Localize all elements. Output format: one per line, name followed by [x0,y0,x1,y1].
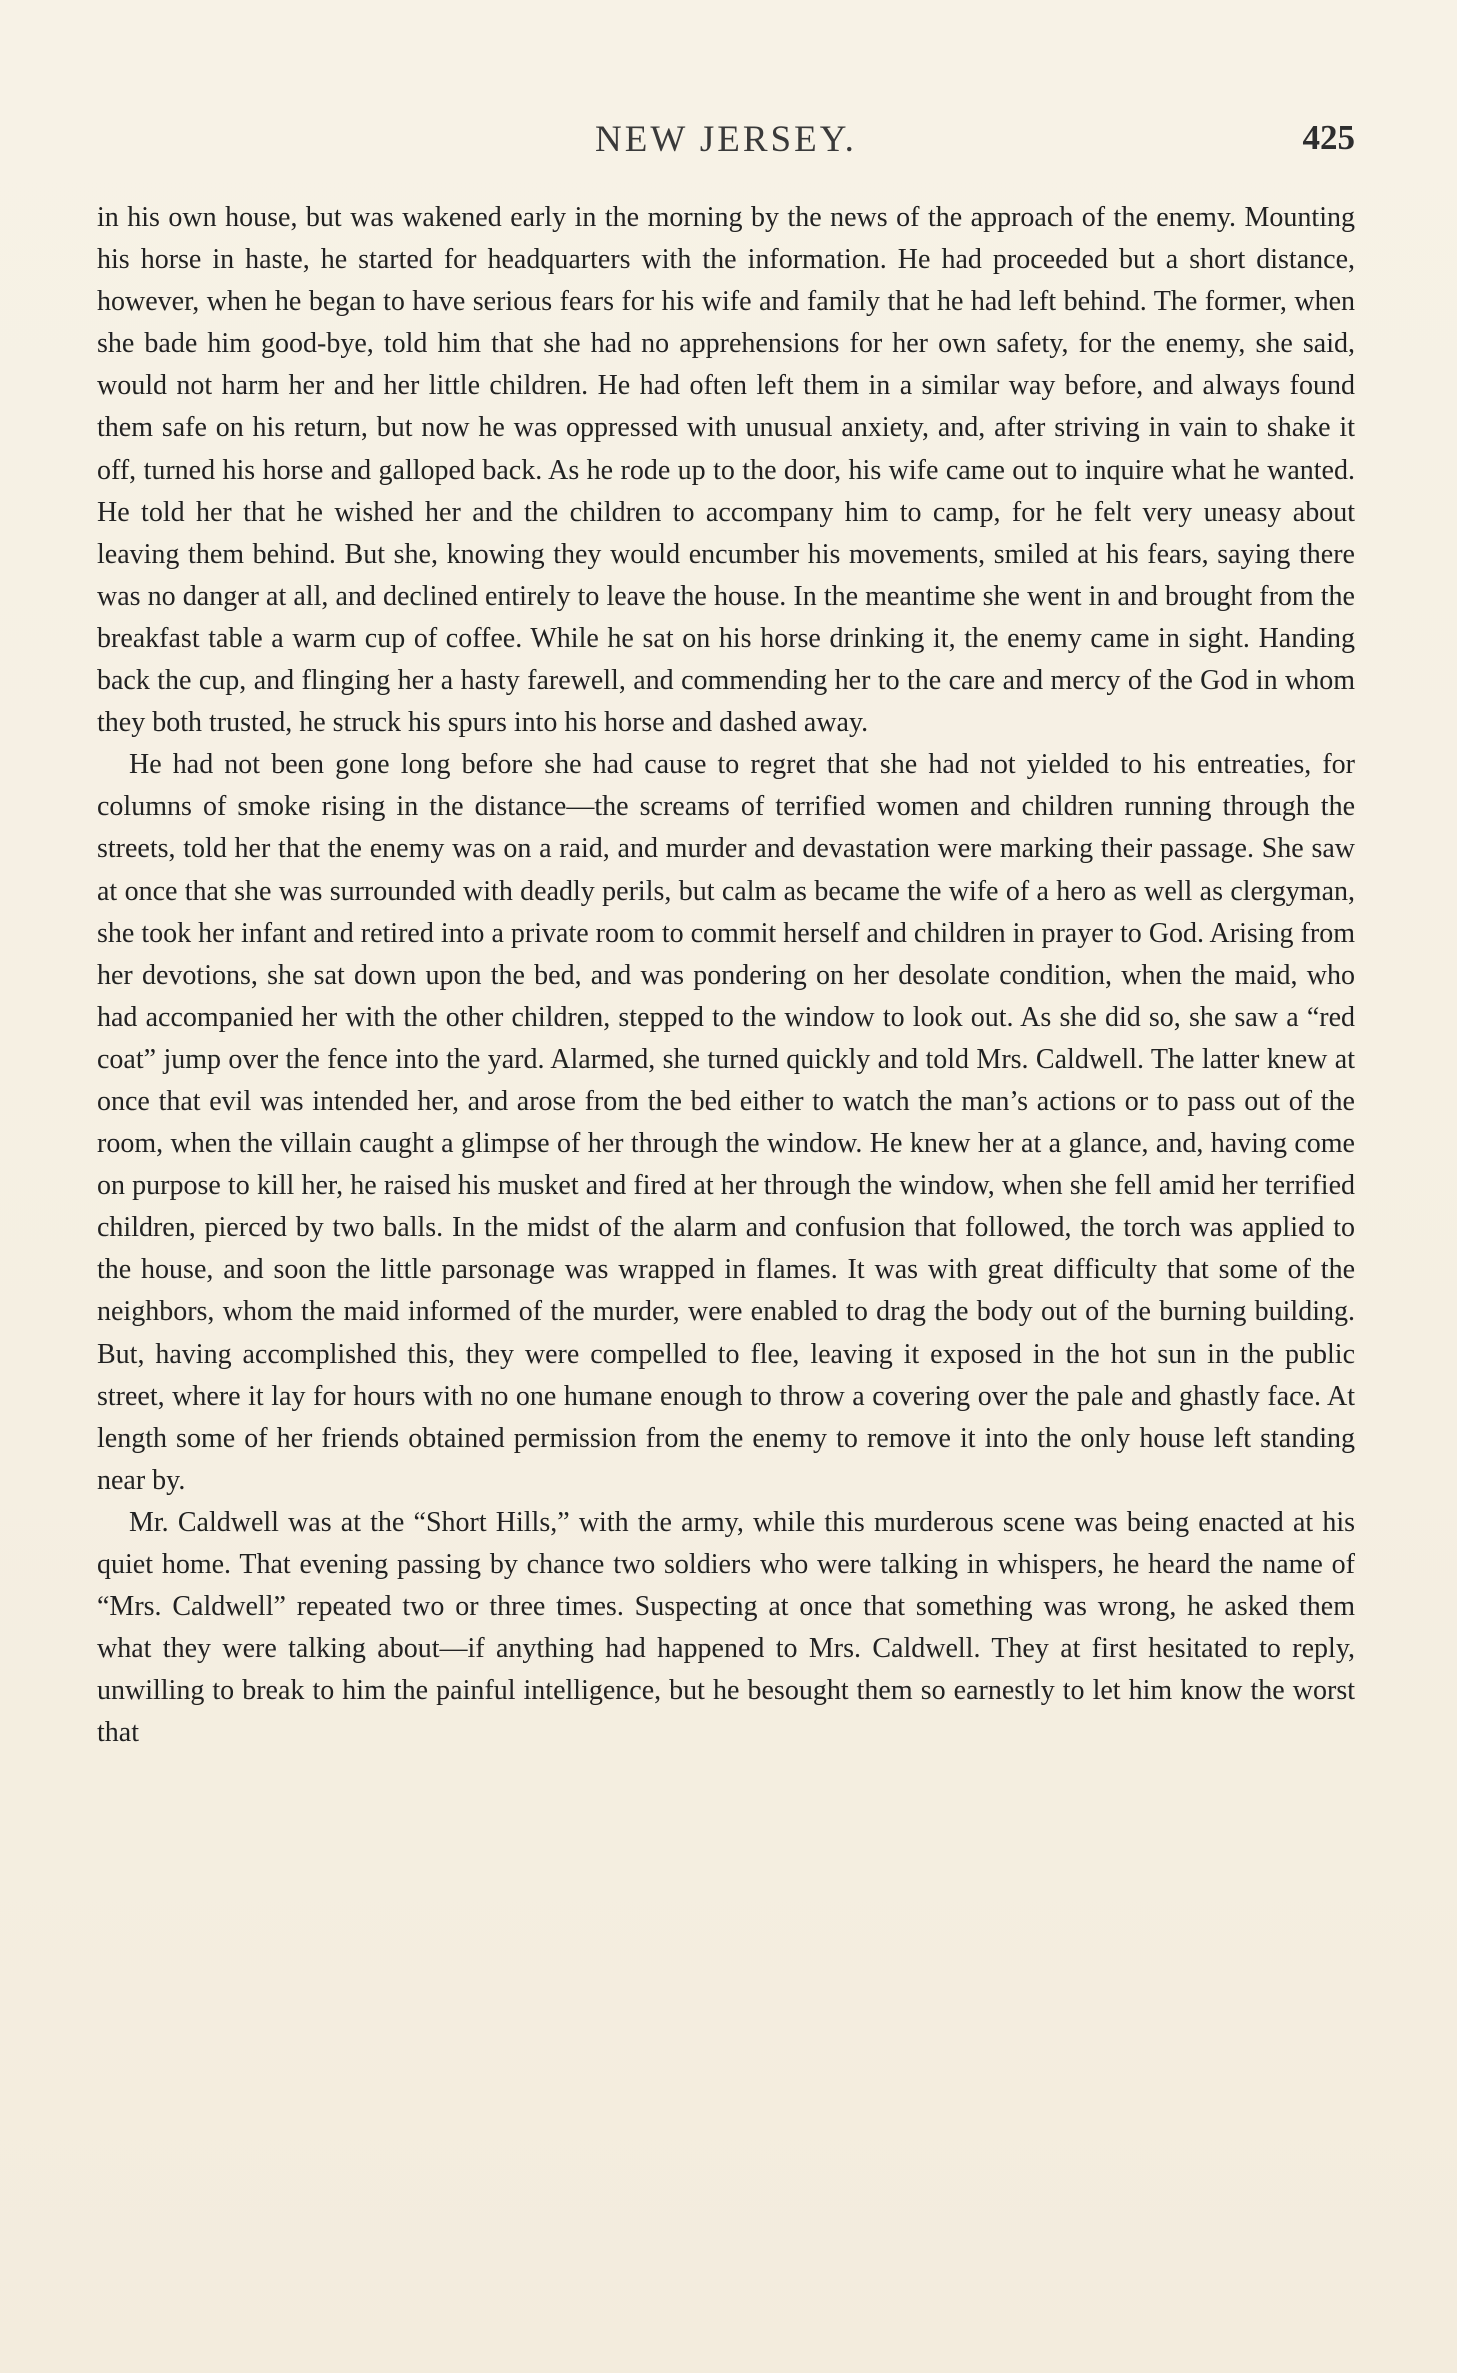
running-title: NEW JERSEY. [595,119,857,160]
body-text [97,197,1355,1754]
page-header [97,118,1355,168]
paragraph-continued: in his own house, but was wakened early in the morning by the news of the approach of the enemy. Mounting his horse in haste, he started for headquarters with the information. He had proceeded but a short distance, however, when he began to have serious fears for his wife and family that he had left behind. The former, when she bade him good-bye, told him that she had no apprehensions for her own safety, for the enemy, she said, would not harm her and her little children. He had often left them in a similar way before, and always found them safe on his return, but now he was oppressed with unusual anxiety, and, after striving in vain to shake it off, turned his horse and galloped back. As he rode up to the door, his wife came out to inquire what he wanted. He told her that he wished her and the children to accompany him to camp, for he felt very uneasy about leaving them behind. But she, knowing they would encumber his movements, smiled at his fears, saying there was no danger at all, and declined entirely to leave the house. In the meantime she went in and brought from the breakfast table a warm cup of coffee. While he sat on his horse drinking it, the enemy came in sight. Handing back the cup, and flinging her a hasty farewell, and commending her to the care and mercy of the God in whom they both trusted, he struck his spurs into his horse and dashed away. [97,202,1355,739]
page-number: 425 [1302,118,1355,157]
paragraph-attack: He had not been gone long before she had cause to regret that she had not yielded to his entreaties, for columns of smoke rising in the distance—the screams of terrified women and children running through the streets, told her that the enemy was on a raid, and murder and devastation were marking their passage. She saw at once that she was surrounded with deadly perils, but calm as became the wife of a hero as well as clergyman, she took her infant and retired into a private room to commit herself and children in prayer to God. Arising from her devotions, she sat down upon the bed, and was pondering on her desolate condition, when the maid, who had accompanied her with the other children, stepped to the window to look out. As she did so, she saw a “red coat” jump over the fence into the yard. Alarmed, she turned quickly and told Mrs. Caldwell. The latter knew at once that evil was intended her, and arose from the bed either to watch the man’s actions or to pass out of the room, when the villain caught a glimpse of her through the window. He knew her at a glance, and, having come on purpose to kill her, he raised his musket and fired at her through the window, when she fell amid her terrified children, pierced by two balls. In the midst of the alarm and confusion that followed, the torch was applied to the house, and soon the little parsonage was wrapped in flames. It was with great difficulty that some of the neighbors, whom the maid informed of the murder, were enabled to drag the body out of the burning building. But, having accomplished this, they were compelled to flee, leaving it exposed in the hot sun in the public street, where it lay for hours with no one humane enough to throw a covering over the pale and ghastly face. At length some of her friends obtained permission from the enemy to remove it into the only house left standing near by. [97,749,1355,1496]
paragraph-short-hills: Mr. Caldwell was at the “Short Hills,” with the army, while this murderous scene was being enacted at his quiet home. That evening passing by chance two soldiers who were talking in whispers, he heard the name of “Mrs. Caldwell” repeated two or three times. Suspecting at once that something was wrong, he asked them what they were talking about—if anything had happened to Mrs. Caldwell. They at first hesitated to reply, unwilling to break to him the painful intelligence, but he besought them so earnestly to let him know the worst that [97,1506,1355,1749]
